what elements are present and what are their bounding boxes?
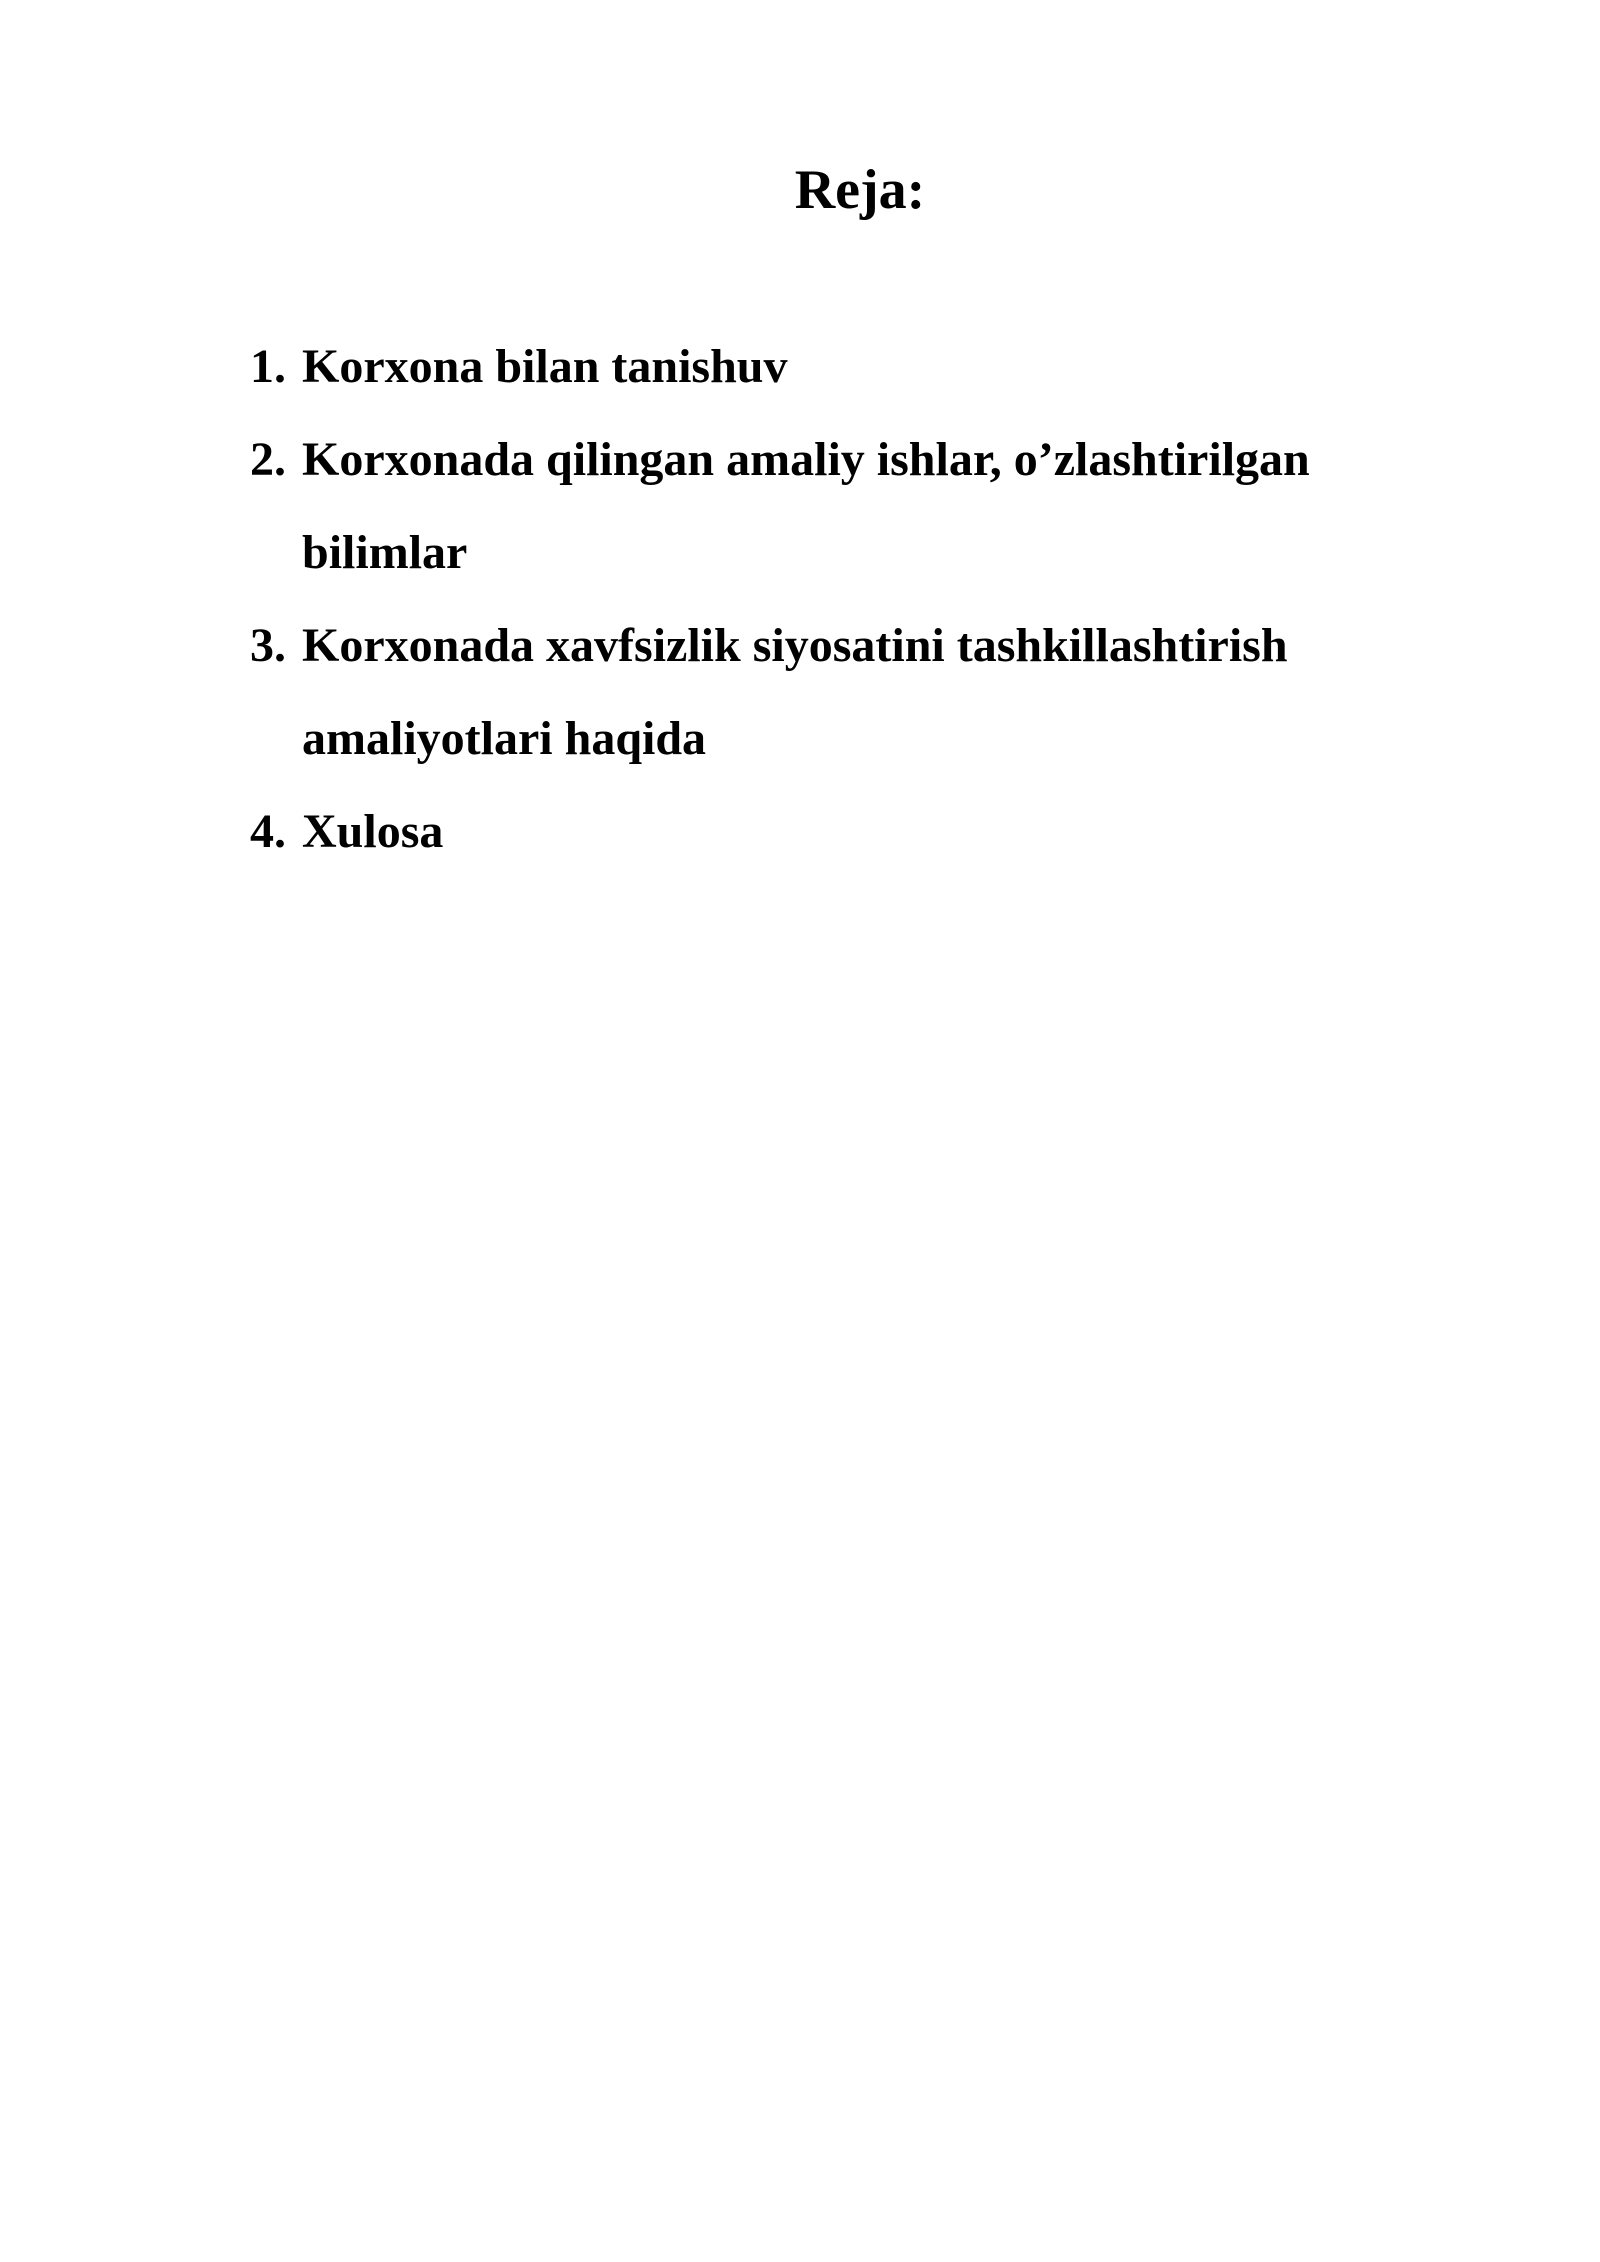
list-item-number: 2. [250, 433, 286, 486]
list-item-number: 3. [250, 619, 286, 672]
list-item [250, 320, 1470, 413]
list-item [250, 413, 1470, 599]
page-title: Reja: [794, 159, 926, 221]
list-item-number: 1. [250, 340, 286, 393]
list-item [250, 785, 1470, 878]
list-item-number: 4. [250, 805, 286, 858]
list-item-text: Korxonada qilingan amaliy ishlar, o’zlashtirilgan bilimlar [302, 433, 1310, 579]
list-item-text: Xulosa [302, 805, 444, 858]
list-item-text: Korxonada xavfsizlik siyosatini tashkillashtirish amaliyotlari haqida [302, 619, 1288, 765]
plan-list [250, 320, 1470, 878]
list-item [250, 599, 1470, 785]
list-item-text: Korxona bilan tanishuv [302, 340, 788, 393]
